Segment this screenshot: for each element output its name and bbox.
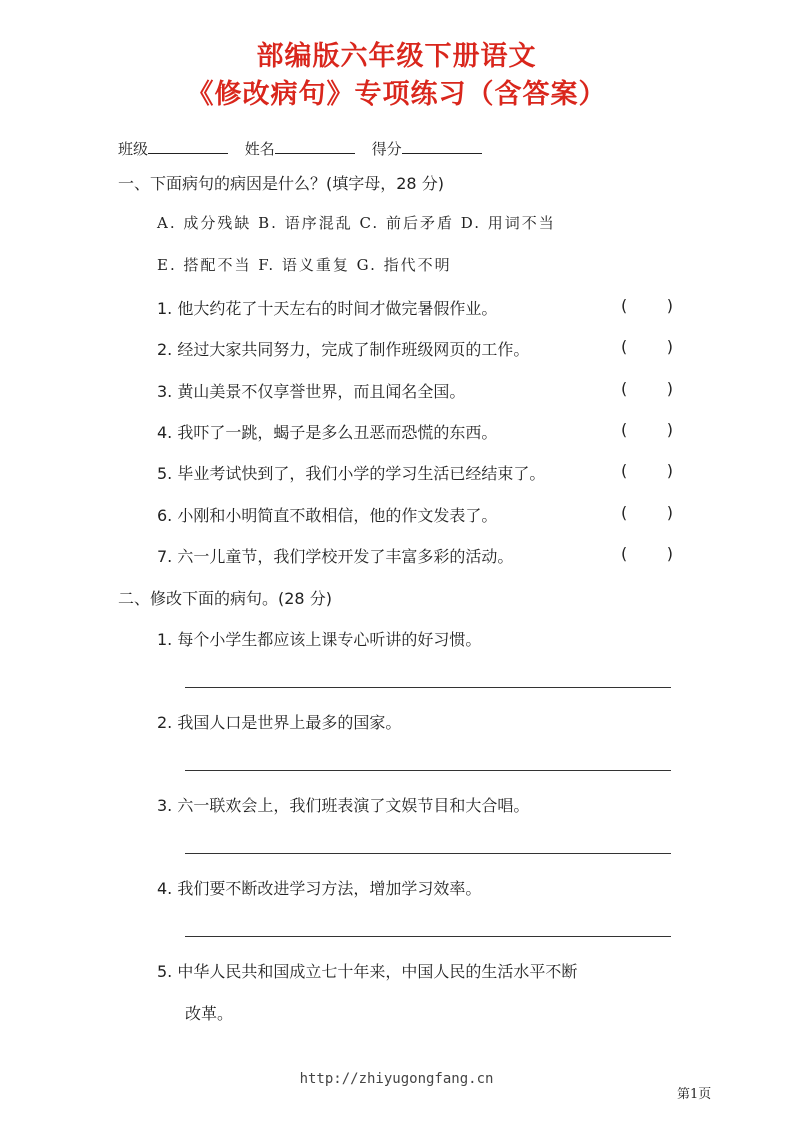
name-label: 姓名: [244, 140, 275, 158]
s2-question: 2. 我国人口是世界上最多的国家。: [157, 713, 402, 732]
class-blank: [148, 139, 228, 154]
s1-question: 4. 我吓了一跳，蝎子是多么丑恶而恐慌的东西。: [157, 423, 498, 442]
section-1-heading: 一、下面病句的病因是什么？(填字母，28 分): [118, 174, 444, 193]
paren-open: (: [621, 296, 628, 315]
s1-question: 1. 他大约花了十天左右的时间才做完暑假作业。: [157, 299, 498, 318]
s1-question: 3. 黄山美景不仅享誉世界，而且闻名全国。: [157, 382, 466, 401]
paren-open: (: [621, 379, 628, 398]
s1-question: 7. 六一儿童节，我们学校开发了丰富多彩的活动。: [157, 547, 514, 566]
answer-paren[interactable]: [621, 503, 673, 522]
title-line-1: 部编版六年级下册语文: [256, 41, 537, 72]
answer-paren[interactable]: [621, 296, 673, 315]
title-line-2: 《修改病句》专项练习（含答案）: [186, 79, 607, 110]
answer-line[interactable]: [185, 853, 671, 854]
paren-open: (: [621, 461, 628, 480]
s1-question: 2. 经过大家共同努力，完成了制作班级网页的工作。: [157, 340, 530, 359]
answer-line[interactable]: [185, 687, 671, 688]
s1-question: 5. 毕业考试快到了，我们小学的学习生活已经结束了。: [157, 464, 546, 483]
answer-line[interactable]: [185, 936, 671, 937]
answer-paren[interactable]: [621, 420, 673, 439]
paren-close: ): [666, 544, 673, 563]
name-blank: [275, 139, 355, 154]
paren-open: (: [621, 544, 628, 563]
paren-close: ): [666, 337, 673, 356]
s2-question: 1. 每个小学生都应该上课专心听讲的好习惯。: [157, 630, 482, 649]
footer-url: http://zhiyugongfang.cn: [299, 1071, 494, 1087]
page-number: 第1页: [677, 1087, 712, 1102]
score-label: 得分: [371, 140, 402, 158]
paren-close: ): [666, 296, 673, 315]
s2-question-continuation: 改革。: [185, 1004, 234, 1023]
options-row-2: E. 搭配不当 F. 语义重复 G. 指代不明: [157, 256, 452, 274]
paren-close: ): [666, 461, 673, 480]
paren-open: (: [621, 420, 628, 439]
answer-paren[interactable]: [621, 544, 673, 563]
s1-question: 6. 小刚和小明简直不敢相信，他的作文发表了。: [157, 506, 498, 525]
answer-paren[interactable]: [621, 461, 673, 480]
student-info: [118, 138, 494, 159]
paren-close: ): [666, 503, 673, 522]
section-2-heading: 二、修改下面的病句。(28 分): [118, 589, 332, 608]
s2-question: 3. 六一联欢会上，我们班表演了文娱节目和大合唱。: [157, 796, 530, 815]
s2-question: 5. 中华人民共和国成立七十年来，中国人民的生活水平不断: [157, 962, 578, 981]
paren-open: (: [621, 503, 628, 522]
answer-line[interactable]: [185, 770, 671, 771]
options-row-1: A. 成分残缺 B. 语序混乱 C. 前后矛盾 D. 用词不当: [157, 214, 556, 232]
class-label: 班级: [118, 140, 149, 158]
paren-close: ): [666, 379, 673, 398]
score-blank: [402, 139, 482, 154]
s2-question: 4. 我们要不断改进学习方法，增加学习效率。: [157, 879, 482, 898]
answer-paren[interactable]: [621, 337, 673, 356]
paren-open: (: [621, 337, 628, 356]
paren-close: ): [666, 420, 673, 439]
answer-paren[interactable]: [621, 379, 673, 398]
